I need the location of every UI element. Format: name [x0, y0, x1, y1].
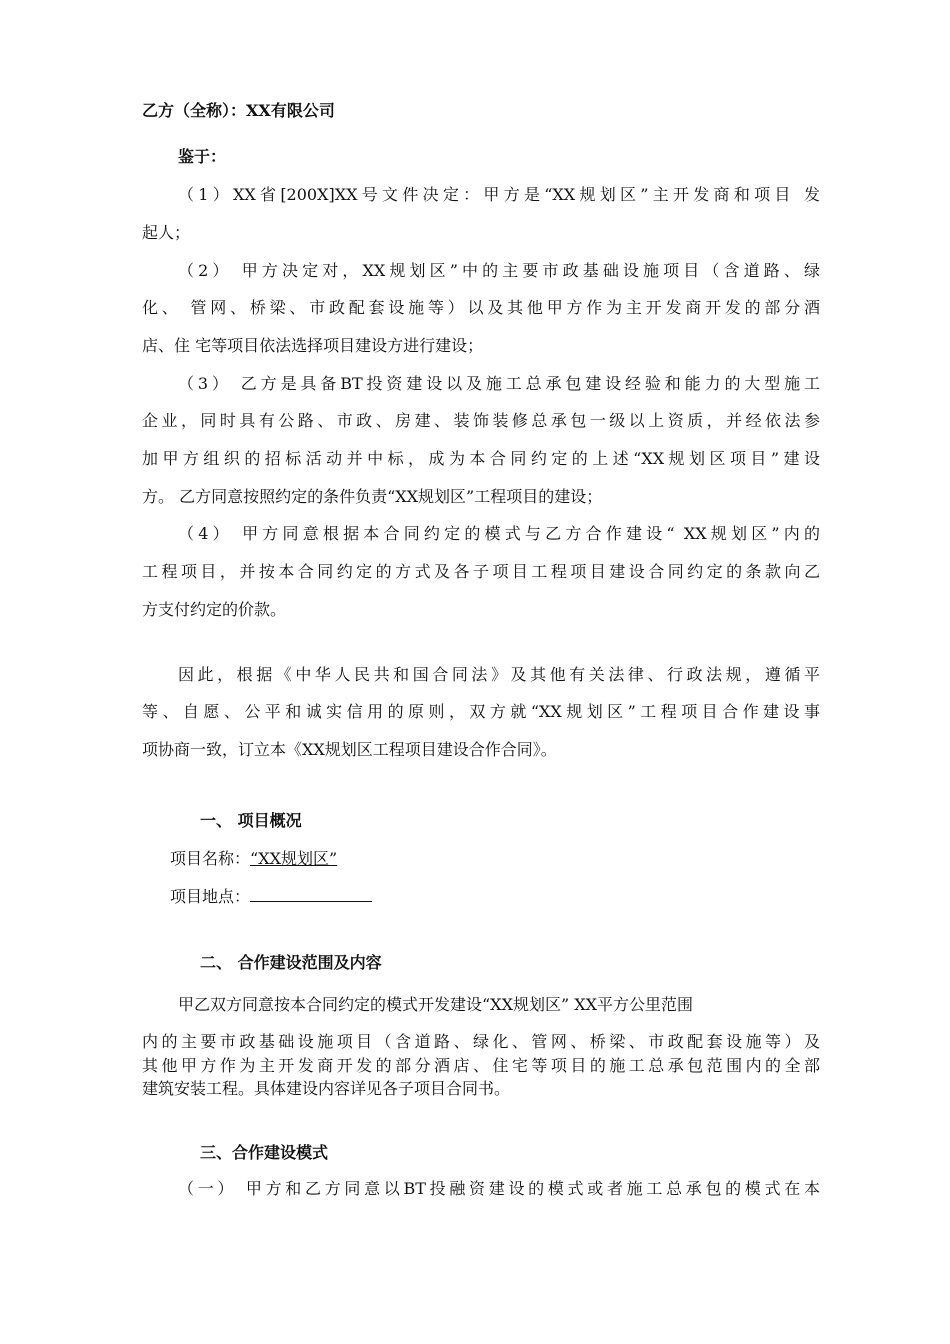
therefore-line-1: 因此，根据《中华人民共和国合同法》及其他有关法律、行政法规，遵循平 [178, 665, 820, 684]
section-2-line-4: 建筑安装工程。具体建设内容详见各子项目合同书。 [142, 1079, 511, 1098]
section-3-heading: 三、合作建设模式 [200, 1143, 329, 1162]
clause-4-line-3: 方支付约定的价款。 [142, 600, 287, 619]
clause-3-line-2: 企业，同时具有公路、市政、房建、装饰装修总承包一级以上资质，并经依法参 [142, 411, 820, 430]
clause-1-line-1: （1）XX省[200X]XX号文件决定：甲方是“XX规划区”主开发商和项目 发 [178, 185, 820, 204]
project-name-value: “XX规划区” [250, 849, 338, 868]
project-location-blank [250, 887, 372, 902]
project-name-label: 项目名称： [170, 849, 251, 868]
therefore-line-3: 项协商一致，订立本《XX规划区工程项目建设合作合同》。 [142, 740, 557, 759]
section-2-heading: 二、 合作建设范围及内容 [200, 953, 382, 972]
section-2-line-2: 内的主要市政基础设施项目（含道路、绿化、管网、桥梁、市政配套设施等）及 [142, 1032, 820, 1051]
section-3-line-1: （一） 甲方和乙方同意以BT投融资建设的模式或者施工总承包的模式在本 [178, 1179, 820, 1198]
clause-1-line-2: 起人； [142, 223, 191, 242]
therefore-line-2: 等、自愿、公平和诚实信用的原则，双方就“XX规划区”工程项目合作建设事 [142, 702, 820, 721]
party-b-line: 乙方（全称）：XX有限公司 [142, 101, 335, 120]
section-2-line-1: 甲乙双方同意按本合同约定的模式开发建设“XX规划区” XX平方公里范围 [178, 995, 694, 1014]
project-name-row [170, 846, 337, 869]
clause-2-line-1: （2） 甲方决定对，XX规划区”中的主要市政基础设施项目（含道路、绿 [178, 261, 820, 280]
whereas-heading: 鉴于： [178, 147, 227, 166]
clause-2-line-3: 店、住 宅等项目依法选择项目建设方进行建设； [142, 336, 484, 355]
clause-3-line-4: 方。 乙方同意按照约定的条件负责“XX规划区”工程项目的建设； [142, 487, 603, 506]
project-location-row [170, 884, 372, 907]
section-1-heading: 一、 项目概况 [200, 811, 302, 830]
clause-2-line-2: 化、 管网、桥梁、市政配套设施等）以及其他甲方作为主开发商开发的部分酒 [142, 298, 820, 317]
clause-4-line-1: （4） 甲方同意根据本合同约定的模式与乙方合作建设“ XX规划区”内的 [178, 524, 820, 543]
clause-3-line-3: 加甲方组织的招标活动并中标，成为本合同约定的上述“XX规划区项目”建设 [142, 449, 820, 468]
section-2-line-3: 其他甲方作为主开发商开发的部分酒店、住宅等项目的施工总承包范围内的全部 [142, 1056, 820, 1075]
clause-4-line-2: 工程项目，并按本合同约定的方式及各子项目工程项目建设合同约定的条款向乙 [142, 562, 820, 581]
project-location-label: 项目地点： [170, 887, 251, 906]
clause-3-line-1: （3） 乙方是具备BT投资建设以及施工总承包建设经验和能力的大型施工 [178, 374, 820, 393]
